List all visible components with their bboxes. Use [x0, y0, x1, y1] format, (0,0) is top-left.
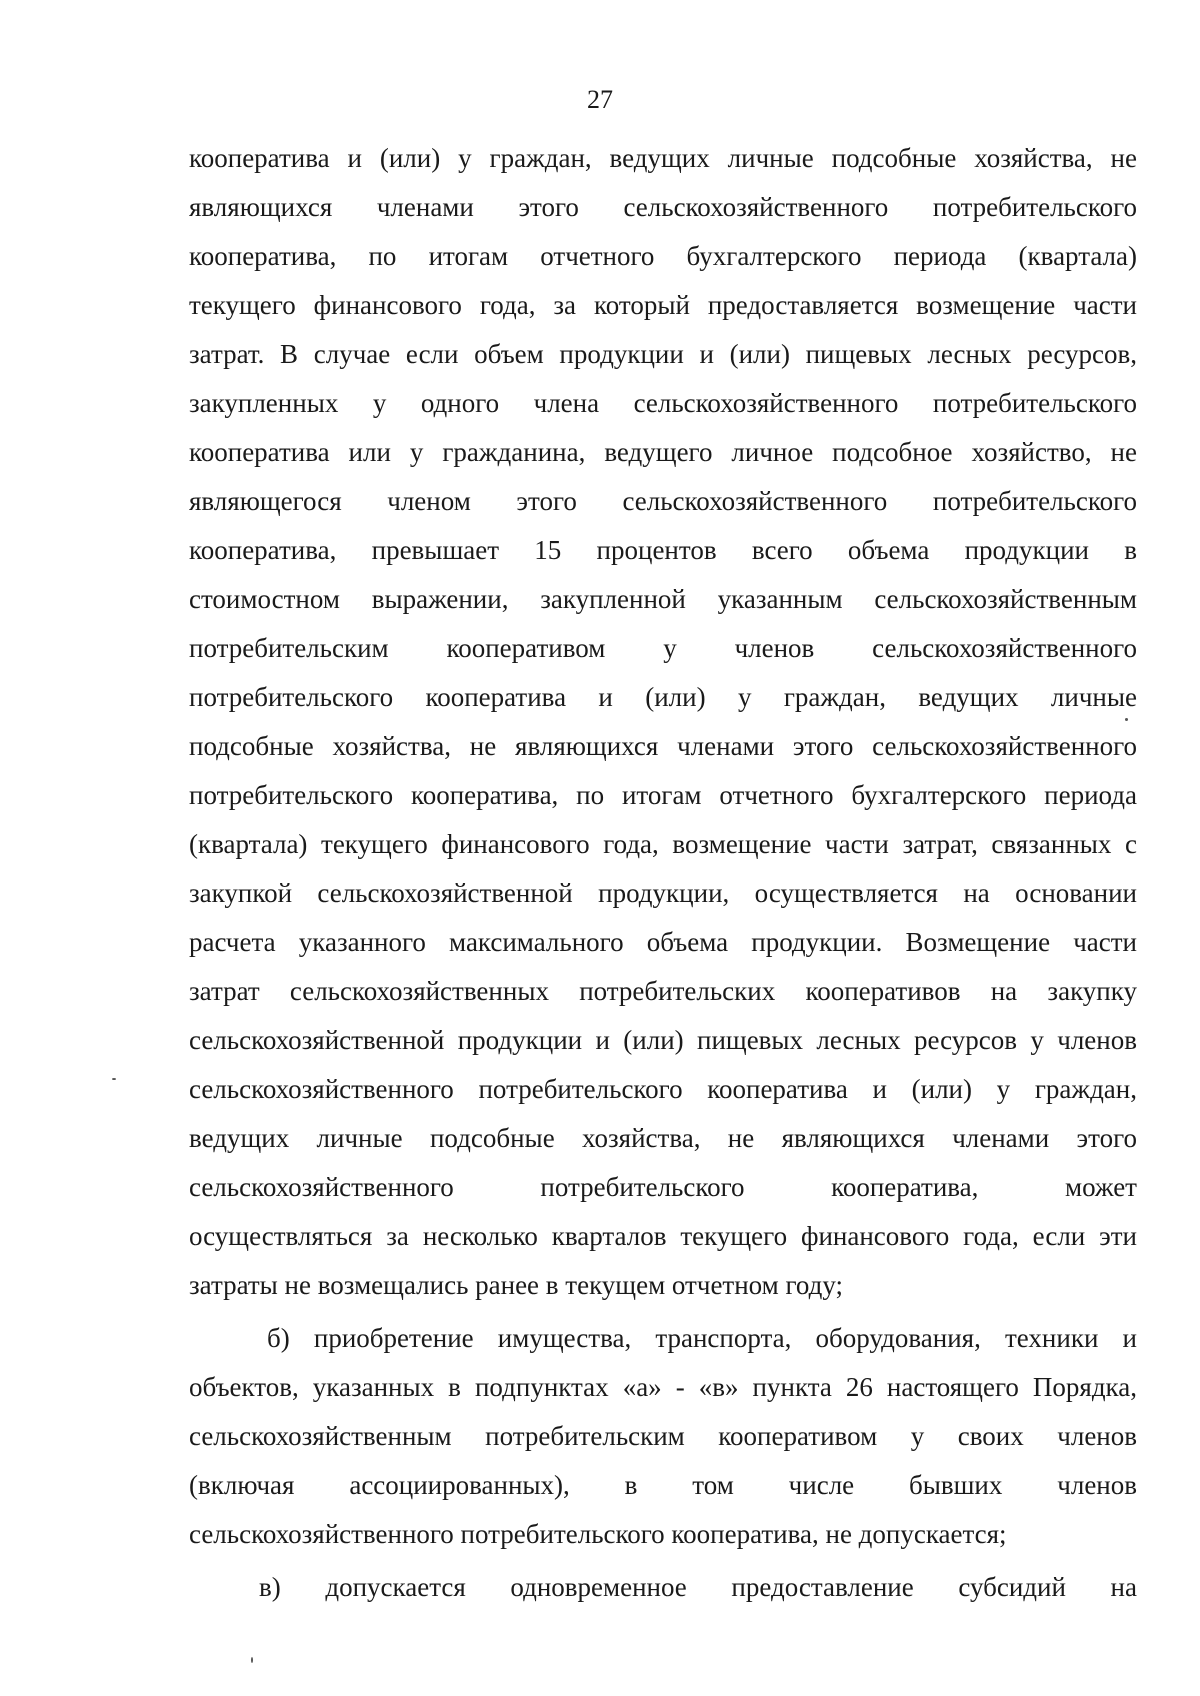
text-line: в) допускается одновременное предоставление субсидий на — [259, 1572, 1137, 1602]
text-line: (квартала) текущего финансового года, возмещение части затрат, связанных с — [189, 829, 1137, 859]
text-line: затрат. В случае если объем продукции и (или) пищевых лесных ресурсов, — [189, 339, 1137, 369]
text-line: кооператива, по итогам отчетного бухгалтерского периода (квартала) — [189, 241, 1137, 271]
page-number: 27 — [587, 85, 613, 114]
scan-speck — [251, 1657, 253, 1663]
text-line: затрат сельскохозяйственных потребительских кооперативов на закупку — [189, 976, 1137, 1006]
text-line: закупленных у одного члена сельскохозяйственного потребительского — [189, 388, 1137, 418]
text-line: ведущих личные подсобные хозяйства, не являющихся членами этого — [189, 1123, 1137, 1153]
text-line: сельскохозяйственного потребительского кооператива, может — [189, 1172, 1137, 1202]
text-line: являющихся членами этого сельскохозяйственного потребительского — [189, 192, 1137, 222]
text-line: сельскохозяйственного потребительского кооператива и (или) у граждан, — [189, 1074, 1137, 1104]
text-line: б) приобретение имущества, транспорта, оборудования, техники и — [267, 1323, 1137, 1353]
text-line: являющегося членом этого сельскохозяйственного потребительского — [189, 486, 1137, 516]
text-line: подсобные хозяйства, не являющихся членами этого сельскохозяйственного — [189, 731, 1137, 761]
text-line: кооператива и (или) у граждан, ведущих личные подсобные хозяйства, не — [189, 143, 1137, 173]
text-line: потребительским кооперативом у членов сельскохозяйственного — [189, 633, 1137, 663]
scan-speck — [1125, 718, 1128, 721]
document-body — [189, 134, 1137, 1612]
text-line: потребительского кооператива, по итогам отчетного бухгалтерского периода — [189, 780, 1137, 810]
text-line: расчета указанного максимального объема продукции. Возмещение части — [189, 927, 1137, 957]
text-line: объектов, указанных в подпунктах «а» - «в» пункта 26 настоящего Порядка, — [189, 1372, 1137, 1402]
text-line: сельскохозяйственным потребительским кооперативом у своих членов — [189, 1421, 1137, 1451]
text-line: (включая ассоциированных), в том числе бывших членов — [189, 1470, 1137, 1500]
scan-speck — [112, 1078, 116, 1080]
text-line: кооператива, превышает 15 процентов всего объема продукции в — [189, 535, 1137, 565]
text-line: сельскохозяйственного потребительского кооператива, не допускается; — [189, 1519, 1007, 1549]
text-line: текущего финансового года, за который предоставляется возмещение части — [189, 290, 1137, 320]
text-line: стоимостном выражении, закупленной указанным сельскохозяйственным — [189, 584, 1137, 614]
text-line: осуществляться за несколько кварталов текущего финансового года, если эти — [189, 1221, 1137, 1251]
text-line: потребительского кооператива и (или) у граждан, ведущих личные — [189, 682, 1137, 712]
text-line: сельскохозяйственной продукции и (или) пищевых лесных ресурсов у членов — [189, 1025, 1137, 1055]
text-line: затраты не возмещались ранее в текущем отчетном году; — [189, 1270, 843, 1300]
text-line: закупкой сельскохозяйственной продукции, осуществляется на основании — [189, 878, 1137, 908]
text-line: кооператива или у гражданина, ведущего личное подсобное хозяйство, не — [189, 437, 1137, 467]
